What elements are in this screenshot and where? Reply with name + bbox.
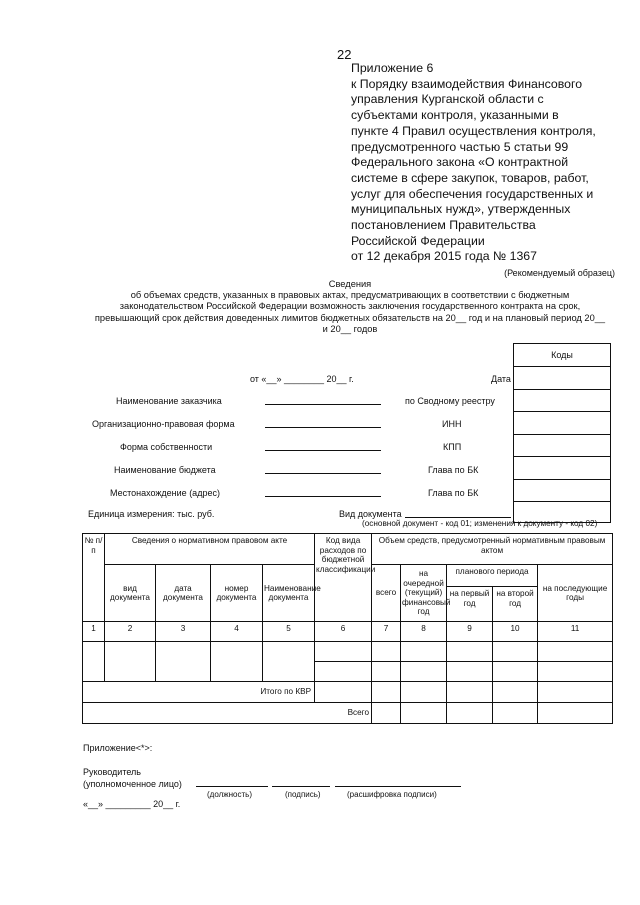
signature-field[interactable] xyxy=(272,786,330,787)
act-type-header: вид документа xyxy=(105,565,156,622)
head-label: Руководитель xyxy=(83,767,141,777)
code-cell-bk1[interactable] xyxy=(514,456,610,479)
table-cell[interactable] xyxy=(493,642,538,662)
table-cell[interactable] xyxy=(372,642,401,662)
inn-label: ИНН xyxy=(442,419,462,429)
table-cell[interactable] xyxy=(105,642,156,682)
table-cell[interactable] xyxy=(372,662,401,682)
total-header: всего xyxy=(372,565,401,622)
act-number-header: номер документа xyxy=(211,565,263,622)
budget-field[interactable] xyxy=(265,473,381,474)
appendix-line: к Порядку взаимодействия Финансового xyxy=(351,76,583,91)
col-num-header: № п/п xyxy=(83,534,105,622)
doc-type-field[interactable] xyxy=(405,517,511,518)
customer-label: Наименование заказчика xyxy=(116,396,222,406)
code-cell-date[interactable] xyxy=(514,366,610,389)
col-number: 2 xyxy=(105,622,156,642)
col-number: 3 xyxy=(156,622,211,642)
doc-type-label: Вид документа xyxy=(339,509,402,519)
title-line: законодательством Российской Федерации возможность заключения государственного контракта на срок, xyxy=(119,301,581,312)
table-cell[interactable] xyxy=(447,662,493,682)
current-year-header: на очередной (текущий) финансовый год xyxy=(401,565,447,622)
table-cell[interactable] xyxy=(83,642,105,682)
table-cell[interactable] xyxy=(401,682,447,703)
vsego-label: Всего xyxy=(83,703,372,724)
table-cell[interactable] xyxy=(493,703,538,724)
title-line: и 20__ годов xyxy=(322,323,378,334)
table-cell[interactable] xyxy=(401,642,447,662)
next-years-header: на последующие годы xyxy=(538,565,613,622)
title-line: об объемах средств, указанных в правовых актах, предусматривающих в соответствии с бюджетным xyxy=(130,290,570,301)
table-cell[interactable] xyxy=(493,682,538,703)
appendix-line: предусмотренного частью 5 статьи 99 xyxy=(351,139,569,154)
appendix-line: услуг для обеспечения государственных и xyxy=(351,186,594,201)
position-field[interactable] xyxy=(196,786,268,787)
appendix-line: постановлением Правительства xyxy=(351,218,536,233)
unit-label: Единица измерения: тыс. руб. xyxy=(88,509,215,519)
code-cell-registry[interactable] xyxy=(514,389,610,412)
act-info-header: Сведения о нормативном правовом акте xyxy=(105,534,315,565)
head-sub-label: (уполномоченное лицо) xyxy=(83,779,182,789)
customer-field[interactable] xyxy=(265,404,381,405)
table-cell[interactable] xyxy=(211,642,263,682)
appendix-line: Российской Федерации xyxy=(351,233,485,248)
appendix-line: системе в сфере закупок, товаров, работ, xyxy=(351,170,589,185)
table-cell[interactable] xyxy=(447,642,493,662)
itogo-kvr-label: Итого по КВР xyxy=(83,682,315,703)
col-number: 5 xyxy=(263,622,315,642)
second-year-header: на второй год xyxy=(493,587,538,622)
location-label: Местонахождение (адрес) xyxy=(110,488,220,498)
bk1-label: Глава по БК xyxy=(428,465,479,475)
recommended-sample: (Рекомендуемый образец) xyxy=(504,268,615,278)
final-date: «__» _________ 20__ г. xyxy=(83,799,181,809)
volume-header: Объем средств, предусмотренный нормативным правовым актом xyxy=(372,534,613,565)
col-number: 11 xyxy=(538,622,613,642)
table-cell[interactable] xyxy=(372,703,401,724)
table-cell[interactable] xyxy=(315,662,372,682)
table-cell[interactable] xyxy=(372,682,401,703)
table-cell[interactable] xyxy=(401,662,447,682)
table-cell[interactable] xyxy=(447,703,493,724)
table-cell[interactable] xyxy=(401,703,447,724)
appendix-line: субъектами контроля, указанными в xyxy=(351,108,559,123)
col-number: 10 xyxy=(493,622,538,642)
codes-header: Коды xyxy=(551,350,573,360)
ownership-label: Форма собственности xyxy=(120,442,213,452)
appendix-line: Приложение 6 xyxy=(351,61,434,75)
form-title xyxy=(80,279,620,335)
decode-field[interactable] xyxy=(335,786,461,787)
signature-note: (подпись) xyxy=(285,790,321,799)
date-label: Дата xyxy=(491,374,511,384)
doc-type-note: (основной документ - код 01; изменения к документу - код 02) xyxy=(362,519,598,528)
location-field[interactable] xyxy=(265,496,381,497)
kvr-header: Код вида расходов по бюджетной классификации xyxy=(315,534,372,622)
table-cell[interactable] xyxy=(447,682,493,703)
table-cell[interactable] xyxy=(263,642,315,682)
table-cell[interactable] xyxy=(538,682,613,703)
date-line: от «__» ________ 20__ г. xyxy=(250,374,354,384)
act-name-header: Наименование документа xyxy=(263,565,315,622)
appendix-line: от 12 декабря 2015 года № 1367 xyxy=(351,249,537,264)
col-number: 8 xyxy=(401,622,447,642)
org-form-field[interactable] xyxy=(265,427,381,428)
page-number: 22 xyxy=(337,47,352,62)
title-heading: Сведения xyxy=(328,279,372,289)
org-form-label: Организационно-правовая форма xyxy=(92,419,235,429)
registry-label: по Сводному реестру xyxy=(405,396,495,406)
first-year-header: на первый год xyxy=(447,587,493,622)
appendix-line: пункте 4 Правил осуществления контроля, xyxy=(351,123,596,138)
title-line: превышающий срок действия доведенных лимитов бюджетных обязательств на 20__ год и на плановый период 20__ xyxy=(94,312,606,323)
appendix-header xyxy=(351,61,626,265)
decode-note: (расшифровка подписи) xyxy=(347,790,437,799)
table-cell[interactable] xyxy=(538,662,613,682)
code-cell-bk2[interactable] xyxy=(514,479,610,502)
appendix-line: Федерального закона «О контрактной xyxy=(351,155,569,170)
budget-label: Наименование бюджета xyxy=(114,465,216,475)
table-cell[interactable] xyxy=(538,703,613,724)
appendix-line: управления Курганской области с xyxy=(351,92,544,107)
position-note: (должность) xyxy=(207,790,252,799)
appendix-line: муниципальных нужд», утвержденных xyxy=(351,202,571,217)
data-table xyxy=(82,533,613,724)
codes-box xyxy=(513,343,611,523)
col-number: 1 xyxy=(83,622,105,642)
act-date-header: дата документа xyxy=(156,565,211,622)
table-cell[interactable] xyxy=(315,682,372,703)
attachment-label: Приложение<*>: xyxy=(83,743,153,753)
table-cell[interactable] xyxy=(493,662,538,682)
table-cell[interactable] xyxy=(538,642,613,662)
code-cell-kpp[interactable] xyxy=(514,434,610,457)
kpp-label: КПП xyxy=(443,442,462,452)
col-number: 4 xyxy=(211,622,263,642)
table-cell[interactable] xyxy=(156,642,211,682)
table-cell[interactable] xyxy=(315,642,372,662)
bk2-label: Глава по БК xyxy=(428,488,479,498)
code-cell-inn[interactable] xyxy=(514,411,610,434)
col-number: 7 xyxy=(372,622,401,642)
ownership-field[interactable] xyxy=(265,450,381,451)
planning-header: планового периода xyxy=(447,565,538,587)
col-number: 9 xyxy=(447,622,493,642)
col-number: 6 xyxy=(315,622,372,642)
